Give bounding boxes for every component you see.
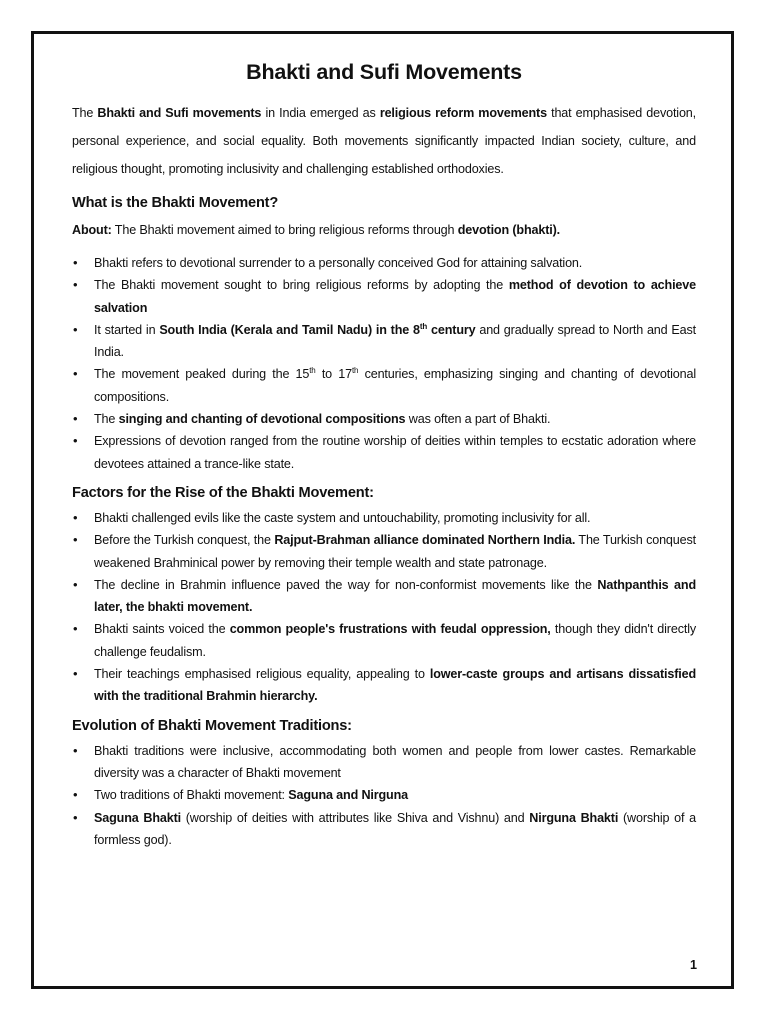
list-item — [72, 784, 696, 806]
list-item — [72, 529, 696, 574]
list-item-text: Bhakti saints voiced the — [94, 622, 230, 637]
list-item-text: Before the Turkish conquest, the — [94, 533, 275, 548]
document-title: Bhakti and Sufi Movements — [246, 60, 522, 84]
list-item — [72, 430, 696, 475]
page-content — [72, 60, 696, 851]
list-item-text: (worship of a formless god). — [94, 810, 696, 847]
list-item-text: Two traditions of Bhakti movement: — [94, 788, 289, 803]
superscript: th — [351, 366, 359, 376]
intro-bold-text: Bhakti and Sufi movements — [97, 106, 262, 120]
section-heading-bhakti-movement: What is the Bhakti Movement? — [72, 195, 279, 211]
list-item-bold: Rajput-Brahman alliance dominated Northern India. — [274, 533, 576, 548]
evolution-list — [72, 740, 696, 851]
list-item-bold — [159, 323, 475, 337]
list-item-text: Bhakti traditions were inclusive, accommodating both women and people from lower castes. Remarkable diversity was a character of Bhakti movement — [94, 743, 696, 780]
list-item-bold: method of devotion to achieve salvation — [94, 278, 696, 315]
list-item — [72, 408, 696, 430]
list-item-text: (worship of deities with attributes like Shiva and Vishnu) and — [180, 810, 530, 825]
intro-bold-text: religious reform movements — [379, 106, 547, 120]
list-item — [72, 574, 696, 619]
bhakti-movement-list — [72, 252, 696, 475]
list-item-text: Bhakti challenged evils like the caste system and untouchability, promoting inclusivity for all. — [94, 510, 591, 525]
list-item — [72, 363, 696, 408]
list-item — [72, 319, 696, 364]
list-item-bold-part: South India (Kerala and Tamil Nadu) in the 8 — [159, 322, 420, 337]
list-item-text: to 17 — [315, 367, 352, 382]
list-item-bold: Nathpanthis and later, the bhakti movement. — [94, 577, 696, 615]
list-item — [72, 807, 696, 852]
intro-paragraph — [72, 99, 696, 183]
list-item-text: The Turkish conquest weakened Brahminical power by removing their temple wealth and state patronage. — [94, 533, 696, 570]
superscript: th — [419, 321, 428, 331]
list-item-text: It started in — [94, 322, 160, 337]
list-item — [72, 274, 696, 319]
list-item-text: was often a part of Bhakti. — [405, 412, 551, 427]
superscript: th — [309, 366, 316, 376]
list-item-bold: Saguna Bhakti — [94, 810, 181, 825]
list-item-bold: singing and chanting of devotional compositions — [118, 412, 406, 427]
list-item-text: Bhakti refers to devotional surrender to a personally conceived God for attaining salvation. — [94, 256, 583, 270]
about-label: About: — [72, 223, 112, 237]
page-number: 1 — [689, 958, 697, 972]
list-item — [72, 740, 696, 785]
list-item-text: The — [94, 412, 119, 427]
list-item — [72, 618, 696, 663]
intro-text: The — [72, 106, 98, 120]
list-item — [72, 252, 696, 274]
list-item-text: centuries, emphasizing singing and chanting of devotional compositions. — [94, 367, 696, 404]
section-heading-evolution: Evolution of Bhakti Movement Traditions: — [72, 717, 352, 734]
intro-text: that emphasised devotion, personal experience, and social equality. Both movements significantly impacted Indian society, culture, and religious thought, promoting inclusivity and challenging established orthodoxies. — [72, 106, 697, 176]
list-item-bold-part: century — [427, 322, 476, 337]
factors-list — [72, 507, 696, 708]
list-item-bold: Nirguna Bhakti — [529, 810, 619, 825]
list-item-text: and gradually spread to North and East India. — [94, 322, 697, 360]
section-heading-factors: Factors for the Rise of the Bhakti Movement: — [72, 484, 374, 501]
list-item-bold: Saguna and Nirguna — [288, 788, 409, 803]
intro-text: in India emerged as — [261, 106, 380, 120]
list-item-bold: common people's frustrations with feudal oppression, — [229, 622, 551, 637]
list-item — [72, 663, 696, 708]
about-bold-text: devotion (bhakti). — [457, 223, 560, 237]
list-item-bold: lower-caste groups and artisans dissatisfied with the traditional Brahmin hierarchy. — [94, 667, 696, 704]
list-item-text: Their teachings emphasised religious equality, appealing to — [94, 667, 430, 682]
list-item-text: The movement peaked during the 15 — [94, 367, 310, 382]
list-item-text: Expressions of devotion ranged from the routine worship of deities within temples to ecstatic adoration where devotees attained a trance-like state. — [94, 434, 696, 471]
list-item — [72, 507, 696, 529]
about-text: The Bhakti movement aimed to bring religious reforms through — [111, 223, 458, 237]
document-page — [31, 31, 734, 989]
about-paragraph — [72, 216, 696, 244]
list-item-text: The decline in Brahmin influence paved the way for non-conformist movements like the — [94, 577, 598, 592]
list-item-text: though they didn't directly challenge feudalism. — [94, 622, 696, 659]
list-item-text: The Bhakti movement sought to bring religious reforms by adopting the — [94, 278, 509, 293]
